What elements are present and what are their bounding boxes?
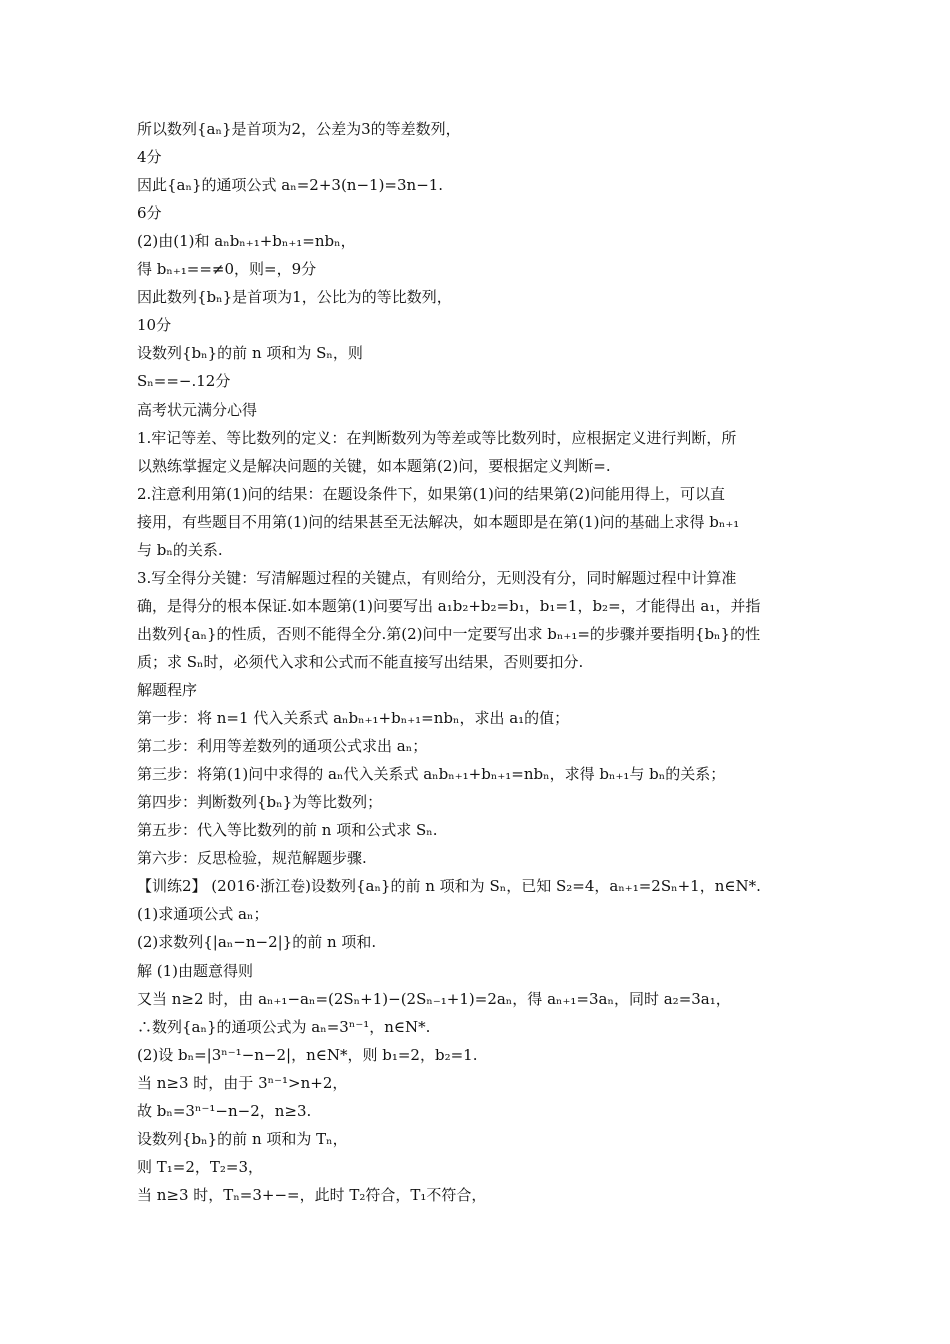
text-line: 第三步：将第(1)问中求得的 aₙ代入关系式 aₙbₙ₊₁+bₙ₊₁=nbₙ，求得 bₙ₊₁与 bₙ的关系； — [137, 765, 726, 783]
text-line: (1)求通项公式 aₙ； — [137, 905, 269, 923]
text-line: 第五步：代入等比数列的前 n 项和公式求 Sₙ. — [137, 821, 438, 839]
exercise-heading: 【训练2】 (2016·浙江卷)设数列{aₙ}的前 n 项和为 Sₙ，已知 S₂=4，aₙ₊₁=2Sₙ+1，n∈N*. — [137, 877, 761, 895]
text-line: 2.注意利用第(1)问的结果：在题设条件下，如果第(1)问的结果第(2)问能用得上，可以直 — [137, 485, 726, 503]
section-heading: 解题程序 — [137, 681, 198, 699]
text-line: 则 T₁=2，T₂=3， — [137, 1158, 264, 1176]
text-line: 出数列{aₙ}的性质，否则不能得全分.第(2)问中一定要写出求 bₙ₊₁=的步骤并要指明{bₙ}的性 — [137, 625, 761, 643]
text-line: Sₙ==−.12分 — [137, 372, 231, 390]
text-line: 得 bₙ₊₁==≠0，则=，9分 — [137, 260, 317, 278]
text-line: 设数列{bₙ}的前 n 项和为 Sₙ，则 — [137, 344, 363, 362]
text-line: 又当 n≥2 时，由 aₙ₊₁−aₙ=(2Sₙ+1)−(2Sₙ₋₁+1)=2aₙ，得 aₙ₊₁=3aₙ，同时 a₂=3a₁， — [137, 990, 731, 1008]
text-line: 以熟练掌握定义是解决问题的关键，如本题第(2)问，要根据定义判断=. — [137, 457, 611, 475]
text-line: 第一步：将 n=1 代入关系式 aₙbₙ₊₁+bₙ₊₁=nbₙ，求出 a₁的值； — [137, 709, 570, 727]
text-line: 4分 — [137, 148, 162, 166]
text-line: 第四步：判断数列{bₙ}为等比数列； — [137, 793, 383, 811]
text-line: ∴数列{aₙ}的通项公式为 aₙ=3ⁿ⁻¹，n∈N*. — [137, 1018, 431, 1036]
text-line: 所以数列{aₙ}是首项为2，公差为3的等差数列， — [137, 120, 461, 138]
text-line: 设数列{bₙ}的前 n 项和为 Tₙ， — [137, 1130, 348, 1148]
text-line: (2)由(1)和 aₙbₙ₊₁+bₙ₊₁=nbₙ， — [137, 232, 356, 250]
text-line: 解 (1)由题意得则 — [137, 962, 254, 980]
text-line: 1.牢记等差、等比数列的定义：在判断数列为等差或等比数列时，应根据定义进行判断，所 — [137, 429, 737, 447]
text-line: 与 bₙ的关系. — [137, 541, 223, 559]
text-line: 6分 — [137, 204, 162, 222]
text-line: 接用，有些题目不用第(1)问的结果甚至无法解决，如本题即是在第(1)问的基础上求得 bₙ₊₁ — [137, 513, 740, 531]
text-line: 当 n≥3 时，Tₙ=3+−=，此时 T₂符合，T₁不符合， — [137, 1186, 487, 1204]
text-line: (2)求数列{|aₙ−n−2|}的前 n 项和. — [137, 933, 377, 951]
text-line: 故 bₙ=3ⁿ⁻¹−n−2，n≥3. — [137, 1102, 312, 1120]
text-line: 第六步：反思检验，规范解题步骤. — [137, 849, 367, 867]
text-line: 质；求 Sₙ时，必须代入求和公式而不能直接写出结果，否则要扣分. — [137, 653, 584, 671]
text-line: 3.写全得分关键：写清解题过程的关键点，有则给分，无则没有分，同时解题过程中计算准 — [137, 569, 737, 587]
text-line: 当 n≥3 时，由于 3ⁿ⁻¹>n+2， — [137, 1074, 348, 1092]
text-line: 第二步：利用等差数列的通项公式求出 aₙ； — [137, 737, 428, 755]
text-line: 因此数列{bₙ}是首项为1，公比为的等比数列， — [137, 288, 452, 306]
text-line: 确，是得分的根本保证.如本题第(1)问要写出 a₁b₂+b₂=b₁，b₁=1，b₂=，才能得出 a₁，并指 — [137, 597, 761, 615]
text-line: (2)设 bₙ=|3ⁿ⁻¹−n−2|，n∈N*，则 b₁=2，b₂=1. — [137, 1046, 478, 1064]
section-heading: 高考状元满分心得 — [137, 401, 258, 419]
text-line: 因此{aₙ}的通项公式 aₙ=2+3(n−1)=3n−1. — [137, 176, 444, 194]
text-line: 10分 — [137, 316, 172, 334]
